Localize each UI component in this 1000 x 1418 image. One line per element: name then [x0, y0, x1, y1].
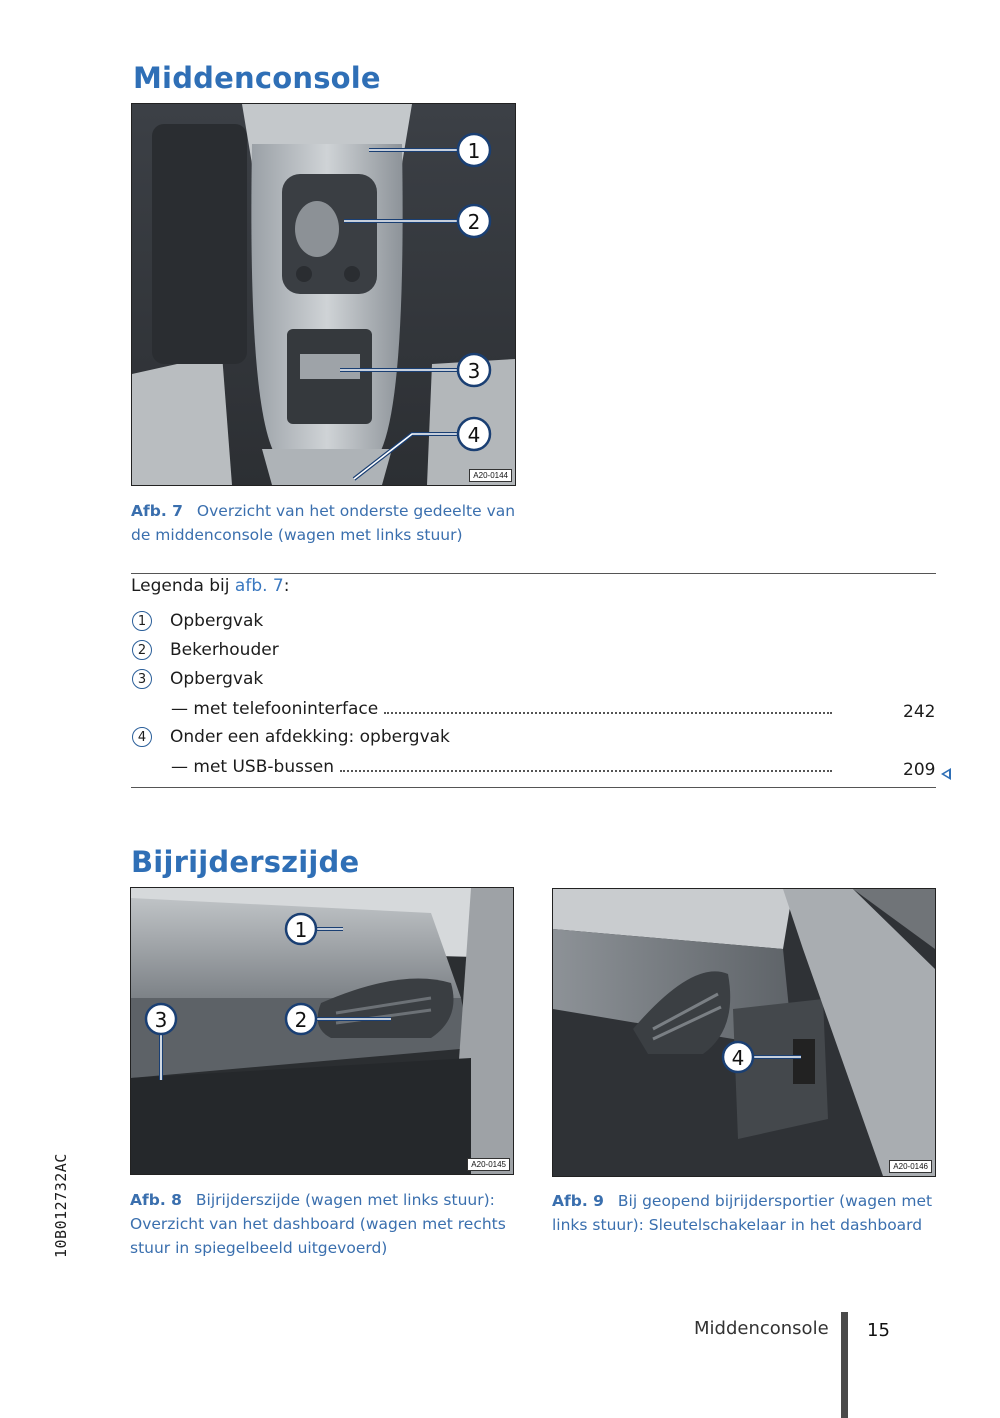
- figure-9-image: [552, 888, 936, 1177]
- fig7-callout-1: 1: [467, 139, 481, 163]
- legend-num-3: 3: [132, 669, 152, 689]
- legend-text-4: Onder een afdekking: opbergvak: [170, 727, 450, 747]
- fig7-callout-4: 4: [467, 423, 481, 447]
- fig8-caption: [130, 1188, 530, 1260]
- fig8-callout-3: 3: [154, 1008, 168, 1032]
- legend-item-4: [132, 727, 450, 747]
- legend-item-2: [132, 640, 279, 660]
- fig9-code: A20-0146: [889, 1160, 932, 1173]
- fig8-caption-line2: Overzicht van het dashboard (wagen met rechts: [130, 1215, 506, 1233]
- legend-subitem-usb: [171, 757, 838, 777]
- legend-page-242[interactable]: 242: [903, 702, 936, 722]
- fig8-caption-line1: Bijrijderszijde (wagen met links stuur):: [195, 1191, 495, 1209]
- fig7-callout-3: 3: [467, 359, 481, 383]
- legend-item-1: [132, 611, 263, 631]
- legend-num-2: 2: [132, 640, 152, 660]
- leader-dots: [340, 770, 832, 772]
- section-title-middenconsole: Middenconsole: [133, 61, 381, 95]
- leader-dots: [384, 712, 832, 714]
- fig9-caption-line2: links stuur): Sleutelschakelaar in het dashboard: [552, 1216, 923, 1234]
- fig9-caption-label: Afb. 9: [552, 1192, 604, 1210]
- document-code: 10B012732AC: [52, 1153, 70, 1258]
- legend-suffix: :: [283, 576, 290, 596]
- section-title-bijrijderszijde: Bijrijderszijde: [131, 845, 360, 879]
- legend-num-1: 1: [132, 611, 152, 631]
- figure-8-image: [130, 887, 514, 1175]
- legend-subitem-telefoon-text: — met telefooninterface: [171, 699, 379, 719]
- legend-page-209[interactable]: 209: [903, 760, 936, 780]
- footer-section-name: Middenconsole: [694, 1318, 829, 1339]
- legend-top-rule: [131, 573, 936, 574]
- legend-subitem-telefoon: [171, 699, 838, 719]
- legend-num-4: 4: [132, 727, 152, 747]
- section-end-triangle-icon: [941, 768, 951, 780]
- fig8-caption-line3: stuur in spiegelbeeld uitgevoerd): [130, 1239, 388, 1257]
- fig7-caption: [131, 499, 531, 547]
- fig8-code: A20-0145: [467, 1158, 510, 1171]
- footer-divider: [841, 1312, 848, 1418]
- figure-7-image: [131, 103, 516, 486]
- legend-text-1: Opbergvak: [170, 611, 264, 631]
- fig7-caption-line1: Overzicht van het onderste gedeelte van: [196, 502, 516, 520]
- fig8-callout-1: 1: [294, 918, 308, 942]
- legend-ref-link[interactable]: afb. 7: [234, 576, 284, 596]
- legend-text-2: Bekerhouder: [170, 640, 279, 660]
- fig9-caption: [552, 1189, 972, 1237]
- fig7-code: A20-0144: [469, 469, 512, 482]
- legend-bottom-rule: [131, 787, 936, 788]
- legend-text-3: Opbergvak: [170, 669, 264, 689]
- fig7-caption-line2: de middenconsole (wagen met links stuur): [131, 526, 463, 544]
- legend-subitem-usb-text: — met USB-bussen: [171, 757, 335, 777]
- fig7-callout-2: 2: [467, 210, 481, 234]
- legend-prefix: Legenda bij: [131, 576, 235, 596]
- footer-page-number: 15: [867, 1320, 890, 1341]
- fig8-caption-label: Afb. 8: [130, 1191, 182, 1209]
- legend-title: [131, 576, 289, 596]
- fig7-caption-label: Afb. 7: [131, 502, 183, 520]
- legend-item-3: [132, 669, 263, 689]
- fig9-caption-line1: Bij geopend bijrijdersportier (wagen met: [617, 1192, 933, 1210]
- fig9-callout-4: 4: [731, 1046, 745, 1070]
- fig8-callout-2: 2: [294, 1008, 308, 1032]
